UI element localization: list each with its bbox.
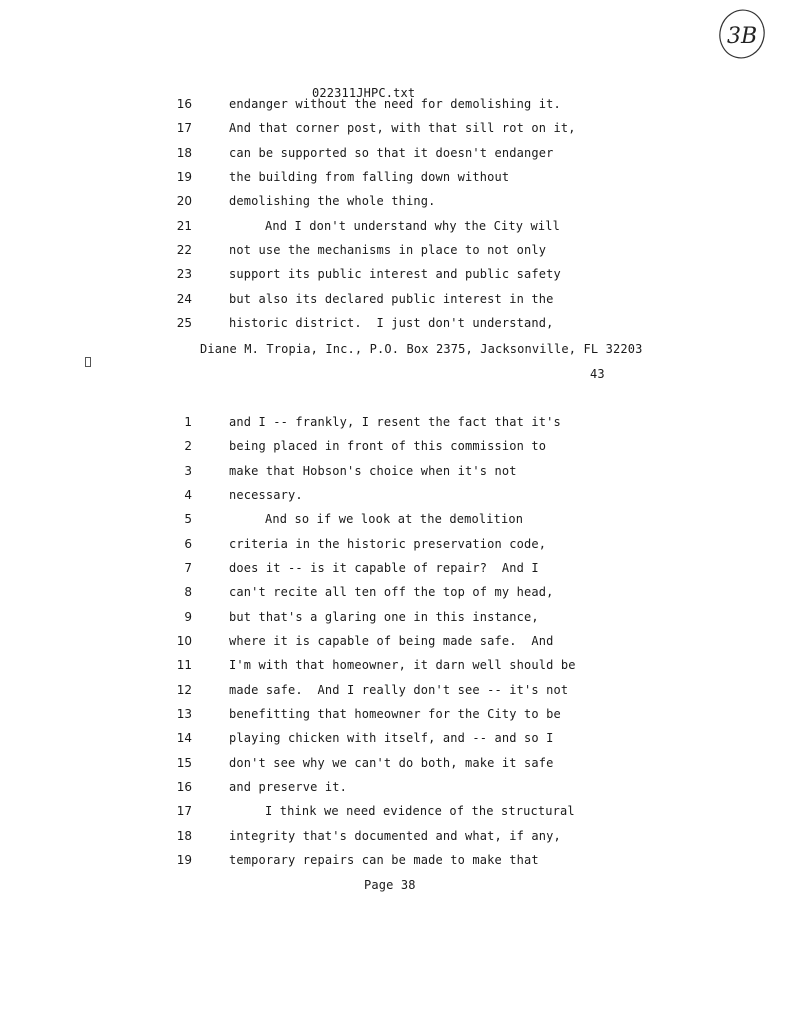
publisher-footer: Diane M. Tropia, Inc., P.O. Box 2375, Jacksonville, FL 32203 <box>200 342 643 356</box>
transcript-line <box>0 464 792 478</box>
line-number: 19 <box>176 169 192 184</box>
line-text: can be supported so that it doesn't endanger <box>229 145 554 160</box>
line-text: don't see why we can't do both, make it safe <box>229 755 554 770</box>
page-break-marker <box>85 357 91 367</box>
line-text: and I -- frankly, I resent the fact that it's <box>229 415 561 429</box>
transcript-line <box>0 121 792 135</box>
line-number: 11 <box>176 658 192 673</box>
line-text: And that corner post, with that sill rot on it, <box>229 121 576 136</box>
line-text: integrity that's documented and what, if any, <box>229 828 561 843</box>
line-number: 16 <box>176 97 192 111</box>
line-number: 19 <box>176 852 192 867</box>
transcript-line <box>0 488 792 502</box>
line-number: 17 <box>176 121 192 136</box>
line-number: 16 <box>176 779 192 794</box>
transcript-line <box>0 439 792 453</box>
line-number: 7 <box>184 560 192 575</box>
line-number: 10 <box>176 633 192 648</box>
line-text: And so if we look at the demolition <box>265 512 524 527</box>
line-number: 12 <box>176 682 192 697</box>
line-text: the building from falling down without <box>229 169 510 184</box>
line-number: 13 <box>176 706 192 721</box>
transcript-line <box>0 683 792 697</box>
line-text: being placed in front of this commission to <box>229 439 547 454</box>
page-label-footer: Page 38 <box>364 878 416 892</box>
transcript-line <box>0 634 792 648</box>
transcript-line <box>0 97 792 111</box>
line-text: but also its declared public interest in the <box>229 291 554 306</box>
line-text: temporary repairs can be made to make that <box>229 852 539 867</box>
line-number: 17 <box>176 804 192 819</box>
transcript-page-number: 43 <box>590 367 605 381</box>
line-number: 2 <box>184 439 192 454</box>
line-number: 5 <box>184 512 192 527</box>
transcript-line <box>0 415 792 429</box>
line-number: 6 <box>184 536 192 551</box>
line-text: I think we need evidence of the structural <box>265 804 575 819</box>
line-text: where it is capable of being made safe. And <box>229 633 554 648</box>
line-text: make that Hobson's choice when it's not <box>229 463 517 478</box>
line-text: endanger without the need for demolishing it. <box>229 97 561 111</box>
transcript-line <box>0 316 792 330</box>
line-text: can't recite all ten off the top of my head, <box>229 585 554 600</box>
transcript-line <box>0 829 792 843</box>
transcript-line <box>0 853 792 867</box>
line-text: historic district. I just don't understand, <box>229 315 554 330</box>
line-text: demolishing the whole thing. <box>229 194 436 209</box>
transcript-line <box>0 658 792 672</box>
line-text: I'm with that homeowner, it darn well should be <box>229 658 576 673</box>
line-text: made safe. And I really don't see -- it's not <box>229 682 569 697</box>
line-number: 18 <box>176 828 192 843</box>
line-number: 23 <box>176 267 192 282</box>
line-text: playing chicken with itself, and -- and so I <box>229 731 554 746</box>
transcript-line <box>0 537 792 551</box>
transcript-line <box>0 731 792 745</box>
transcript-line <box>0 170 792 184</box>
transcript-line <box>0 707 792 721</box>
transcript-line <box>0 146 792 160</box>
transcript-line <box>0 610 792 624</box>
line-text: necessary. <box>229 487 303 502</box>
line-number: 24 <box>176 291 192 306</box>
line-number: 3 <box>184 463 192 478</box>
line-text: and preserve it. <box>229 779 347 794</box>
line-number: 9 <box>184 609 192 624</box>
line-number: 1 <box>184 415 192 429</box>
transcript-line <box>0 585 792 599</box>
transcript-line <box>0 756 792 770</box>
transcript-line <box>0 780 792 794</box>
line-number: 14 <box>176 731 192 746</box>
line-number: 4 <box>184 487 192 502</box>
line-text: benefitting that homeowner for the City to be <box>229 706 561 721</box>
transcript-line <box>0 194 792 208</box>
line-number: 21 <box>176 218 192 233</box>
transcript-line <box>0 561 792 575</box>
document-filename-header: 022311JHPC.txt <box>312 86 416 100</box>
line-number: 15 <box>176 755 192 770</box>
transcript-line <box>0 292 792 306</box>
line-number: 18 <box>176 145 192 160</box>
line-number: 22 <box>176 242 192 257</box>
transcript-line <box>0 243 792 257</box>
line-text: And I don't understand why the City will <box>265 218 560 233</box>
line-text: not use the mechanisms in place to not only <box>229 242 547 257</box>
transcript-line <box>0 267 792 281</box>
line-number: 25 <box>176 315 192 330</box>
line-text: does it -- is it capable of repair? And I <box>229 560 539 575</box>
transcript-line <box>0 804 792 818</box>
line-number: 8 <box>184 585 192 600</box>
handwritten-page-stamp <box>716 8 768 60</box>
line-number: 20 <box>176 194 192 209</box>
line-text: criteria in the historic preservation code, <box>229 536 547 551</box>
svg-text:3B: 3B <box>727 24 758 49</box>
transcript-line <box>0 219 792 233</box>
transcript-line <box>0 512 792 526</box>
line-text: but that's a glaring one in this instance, <box>229 609 539 624</box>
line-text: support its public interest and public safety <box>229 267 561 282</box>
